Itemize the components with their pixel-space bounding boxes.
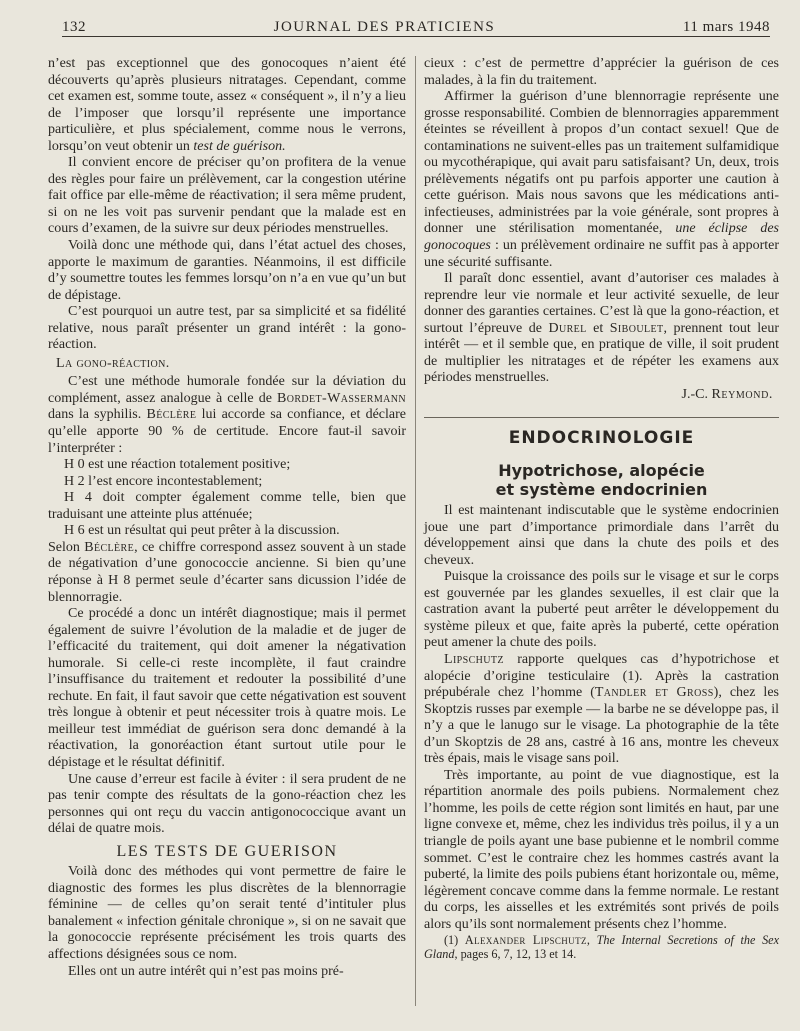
paragraph: Selon Béclère, ce chiffre correspond assez souvent à un stade de négativation d’une gonococcie ancienne. Si bien qu’une réponse à H 8 permet seule d’écarter sans dicussion l’idée de blennorragie. <box>48 539 406 605</box>
page-number: 132 <box>62 19 86 35</box>
paragraph: Lipschutz rapporte quelques cas d’hypotrichose et alopécie d’origine testiculaire (1). Après la castration prépubérale chez l’homme (Tandler et Gross), chez les Skoptzis russes par exemple — la barbe ne se développe pas, il n’y a que le lanugo sur le visage. La photographie de la tête d’un Skoptzis de 28 ans, castré à 16 ans, montre les cheveux très épais, mais le visage sans poil. <box>424 651 779 767</box>
list-item: H 6 est un résultat qui peut prêter à la discussion. <box>64 523 340 539</box>
journal-title: JOURNAL DES PRATICIENS <box>273 19 496 35</box>
subsection-heading: La gono-réaction. <box>56 355 170 371</box>
paragraph: Très importante, au point de vue diagnostique, est la répartition anormale des poils pubiens. Normalement chez l’homme, les poils de cette région sont limités en haut, par une ligne convexe et, même, chez les individus très poilus, il y a un triangle de poils ayant une base pubienne et le nombril comme sommet. C’est le contraire chez les hommes castrés avant la puberté, la limite des poils pubiens étant horizontale ou, même, légèrement concave comme dans la femme normale. Le restant du corps, les aisselles et les extrémités sont privés de poils alors qu’ils sont normalement présents chez l’homme. <box>424 767 779 932</box>
paragraph: Il paraît donc essentiel, avant d’autoriser ces malades à reprendre leur vie normale et leur activité sexuelle, de leur donner des garanties certaines. C’est là que la gono-réaction, et surtout l’épreuve de Durel et Siboulet, prennent tout leur intérêt — et il semble que, en pratique de ville, il soit prudent de multiplier les nitratages et de répéter les examens aux périodes menstruelles. <box>424 271 780 386</box>
paragraph: Il est maintenant indiscutable que le système endocrinien joue une part d’importance primordiale dans l’arrêt du développement ainsi que dans la chute des poils et des cheveux. <box>424 503 779 568</box>
list-item: H 0 est une réaction totalement positive; <box>64 457 291 473</box>
paragraph: Voilà donc une méthode qui, dans l’état actuel des choses, apporte le maximum de garanties. Néanmoins, il est difficile d’y soumettre toutes les femmes lorsqu’on n’a en vue qu’un but de dépistage. <box>48 238 406 303</box>
paragraph: Ce procédé a donc un intérêt diagnostique; mais il permet également de suivre l’évolution de la maladie et de juger de l’efficacité du traitement, qui doit amener la négativation humorale. Si celle-ci reste incomplète, il faut craindre l’insuffisance du traitement et redouter la possibilité d’une rechute. En fait, il faut savoir que cette négativation est souvent très longue à obtenir et peut nécessiter trois à quatre mois. Le meilleur test immédiat de guérison sera donc demandé à la réactivation, la gonoréaction étant surtout utile pour le dépistage et le résultat définitif. <box>48 606 406 770</box>
section-title: ENDOCRINOLOGIE <box>508 428 695 449</box>
paragraph: Il convient encore de préciser qu’on profitera de la venue des règles pour faire un prélèvement, car la congestion utérine fait office par elle-même de réactivation; il sera même prudent, si on ne les voit pas survenir pendant que la malade est en cours d’examen, de la suivre sur deux périodes menstruelles. <box>48 155 406 237</box>
paragraph: Affirmer la guérison d’une blennorragie représente une grosse responsabilité. Combien de blennorragies apparemment éteintes se réveillent à propos d’un contact sexuel! Que de contaminations ne suivent-elles pas un traitement sulfamidique ou mycothérapique, qui avait paru satisfaisant? Un, deux, trois prélèvements négatifs ont pu parfois apporter une caution à cette guérison. Mais nous savons que les médications anti-infectieuses, administrées par la voie générale, sont propres à donner une stérilisation momentanée, une éclipse des gonocoques : un prélèvement ordinaire ne suffit pas à apporter une sécurité suffisante. <box>424 89 779 270</box>
column-divider <box>415 56 416 1006</box>
paragraph: C’est une méthode humorale fondée sur la déviation du complément, assez analogue à celle de Bordet-Wassermann dans la syphilis. Béclère lui accorde sa confiance, et déclare qu’elle apporte 90 % de certitude. Encore faut-il savoir l’interpréter : <box>48 374 406 456</box>
section-heading: LES TESTS DE GUERISON <box>116 842 338 860</box>
paragraph: Voilà donc des méthodes qui vont permettre de faire le diagnostic des formes les plus discrètes de la blennorragie féminine — de celles qu’on serait tenté d’intituler plus banalement « infection génitale chronique », si on ne savait que la gonococcie représente précisément les trois quarts des affections désignées sous ce nom. <box>48 864 406 962</box>
list-item: H 2 l’est encore incontestablement; <box>64 473 263 489</box>
article-title: Hypotrichose, alopécie et système endocrinien <box>495 461 708 500</box>
paragraph: n’est pas exceptionnel que des gonocoques n’aient été découverts qu’après plusieurs nitratages. Cependant, comme cet examen est, somme toute, assez « conséquent », il n’y a lieu de l’imposer que lorsqu’il représente une importance particulière, et plus spécialement, comme nous le verrons, lorsqu’on veut obtenir un test de guérison. <box>48 56 406 154</box>
paragraph: C’est pourquoi un autre test, par sa simplicité et sa fidélité relative, nous paraît présenter un grand intérêt : la gono-réaction. <box>48 304 406 353</box>
left-column <box>48 56 406 980</box>
section-rule <box>424 417 779 418</box>
issue-date: 11 mars 1948 <box>682 19 770 35</box>
list-item: H 4 doit compter également comme telle, bien que traduisant une atteinte plus atténuée; <box>48 490 406 522</box>
paragraph: Une cause d’erreur est facile à éviter : il sera prudent de ne pas tenir compte des résultats de la gono-réaction chez les personnes qui ont reçu du vaccin antigonococcique avant un délai de quatre mois. <box>48 771 406 837</box>
paragraph: Puisque la croissance des poils sur le visage et sur le corps est gouvernée par les glandes sexuelles, il est clair que la castration avant la puberté peut arrêter le développement du système pileux et que, faite après la puberté, cette opération peut amener la chute des poils. <box>424 569 779 651</box>
right-column <box>424 56 779 961</box>
author-signature: J.-C. Reymond. <box>681 386 773 402</box>
paragraph: cieux : c’est de permettre d’apprécier la guérison de ces malades, à la fin du traitement. <box>424 56 779 88</box>
paragraph: Elles ont un autre intérêt qui n’est pas moins pré- <box>68 963 344 979</box>
footnote: (1) Alexander Lipschutz, The Internal Secretions of the Sex Gland, pages 6, 7, 12, 13 et 14. <box>424 933 779 962</box>
page-header <box>62 14 770 37</box>
